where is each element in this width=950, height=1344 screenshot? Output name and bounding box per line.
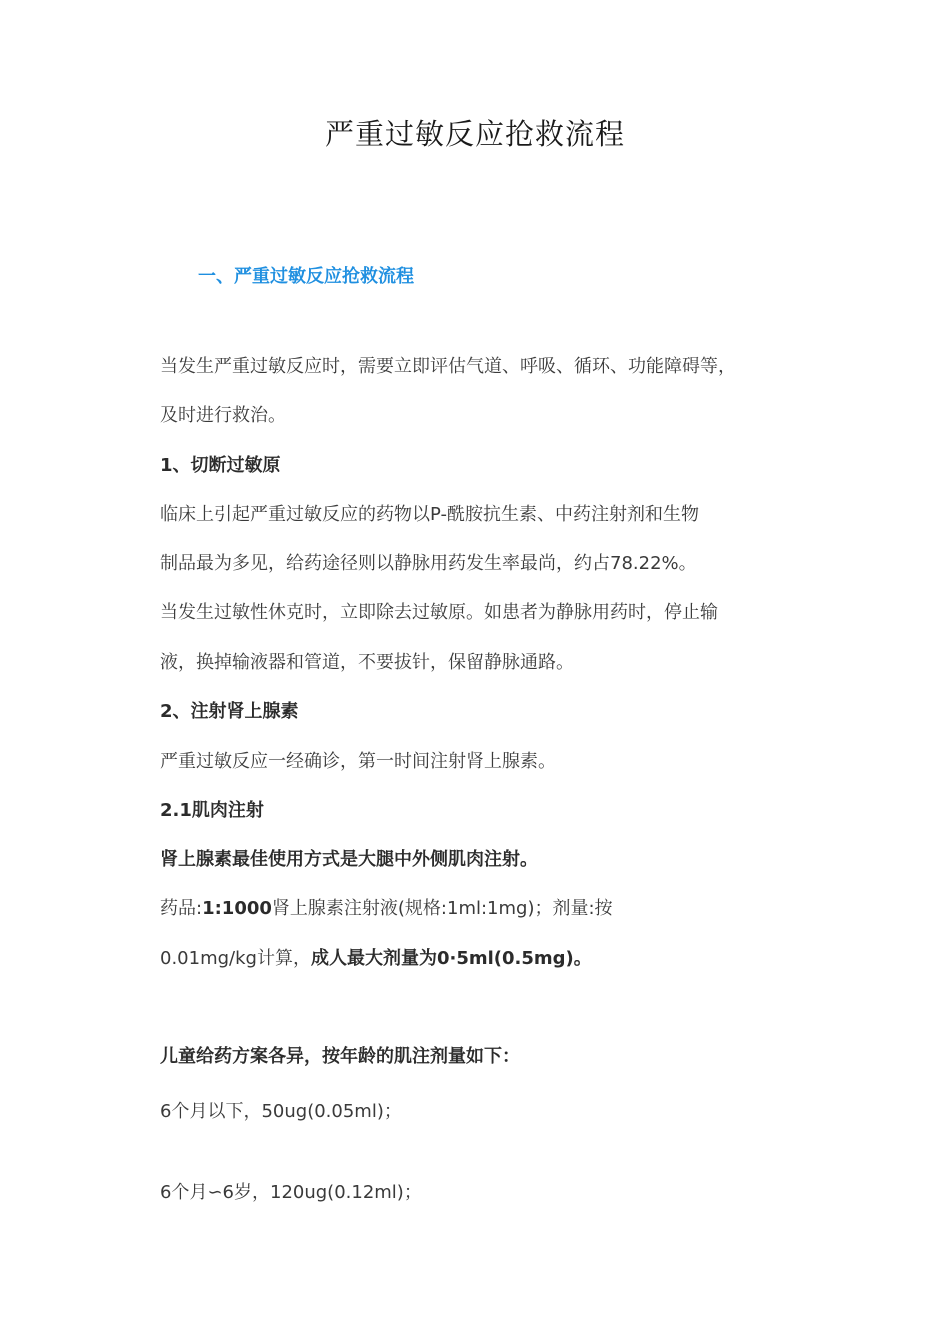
intro-line-2: 及时进行救治。 [160, 405, 286, 426]
step2-heading: 2、注射肾上腺素 [160, 701, 299, 722]
adult-max-dose: 成人最大剂量为0·5ml(0.5mg)。 [310, 948, 592, 969]
step2-1-bold-note: 肾上腺素最佳使用方式是大腿中外侧肌肉注射。 [160, 849, 538, 870]
drug-label: 药品: [160, 898, 203, 919]
drug-line-2 [160, 944, 592, 970]
child-dose-item-2: 6个月∽6岁，120ug(0.12ml)； [160, 1182, 422, 1203]
step1-paragraph1-line1: 临床上引起严重过敏反应的药物以P-酰胺抗生素、中药注射剂和生物 [160, 504, 699, 525]
step1-paragraph1-line2: 制品最为多见，给药途径则以静脉用药发生率最尚，约占78.22%。 [160, 553, 697, 574]
step2-1-heading: 2.1肌肉注射 [160, 800, 264, 821]
drug-spec: 肾上腺素注射液(规格:1ml:1mg)；剂量:按 [271, 898, 613, 919]
step1-heading: 1、切断过敏原 [160, 455, 281, 476]
child-dosing-heading: 儿童给药方案各异，按年龄的肌注剂量如下： [160, 1046, 520, 1067]
intro-line-1: 当发生严重过敏反应时，需要立即评估气道、呼吸、循环、功能障碍等， [160, 356, 736, 377]
drug-line-1 [160, 894, 613, 920]
dose-calc: 0.01mg/kg计算， [160, 948, 311, 969]
step1-paragraph2-line2: 液，换掉输液器和管道，不要拔针，保留静脉通路。 [160, 652, 574, 673]
drug-ratio: 1:1000 [202, 898, 272, 919]
child-dose-item-1: 6个月以下，50ug(0.05ml)； [160, 1101, 402, 1122]
page-title: 严重过敏反应抢救流程 [324, 117, 625, 151]
step1-paragraph2-line1: 当发生过敏性休克时，立即除去过敏原。如患者为静脉用药时，停止输 [160, 602, 718, 623]
step2-paragraph: 严重过敏反应一经确诊，第一时间注射肾上腺素。 [160, 751, 556, 772]
section-heading: 一、严重过敏反应抢救流程 [198, 266, 414, 287]
